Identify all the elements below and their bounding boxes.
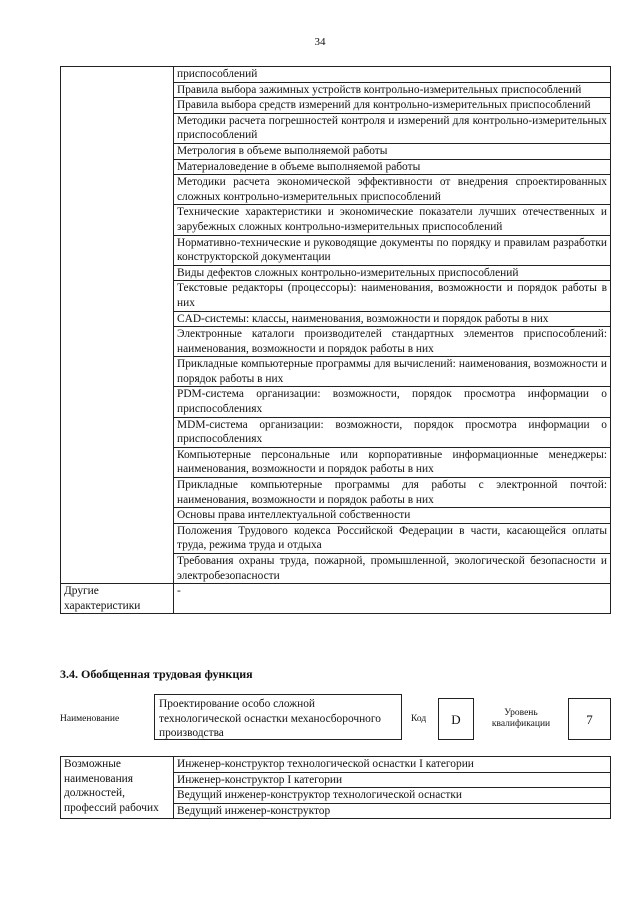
knowledge-item: Требования охраны труда, пожарной, промышленной, экологической безопасности и электробезопасности [174,554,611,584]
knowledge-item: Правила выбора зажимных устройств контрольно-измерительных приспособлений [174,82,611,98]
knowledge-item: Методики расчета погрешностей контроля и измерений для контрольно-измерительных приспособлений [174,113,611,143]
knowledge-item: Технические характеристики и экономические показатели лучших отечественных и зарубежных сложных контрольно-измерительных приспособлений [174,205,611,235]
code-value: D [438,698,474,740]
knowledge-item: Компьютерные персональные или корпоративные информационные менеджеры: наименования, возможности и порядок работы в них [174,447,611,477]
job-title-item: Инженер-конструктор технологической оснастки I категории [174,757,611,773]
knowledge-item: Положения Трудового кодекса Российской Федерации в части, касающейся оплаты труда, режима труда и отдыха [174,523,611,553]
knowledge-label-cell [61,67,174,584]
knowledge-item: Нормативно-технические и руководящие документы по порядку и правилам разработки конструкторской документации [174,235,611,265]
job-title-item: Ведущий инженер-конструктор [174,803,611,819]
knowledge-item: MDM-система организации: возможности, порядок просмотра информации о приспособлениях [174,417,611,447]
knowledge-item: Основы права интеллектуальной собственности [174,508,611,524]
knowledge-item: Прикладные компьютерные программы для вычислений: наименования, возможности и порядок работы в них [174,357,611,387]
knowledge-item: PDM-система организации: возможности, порядок просмотра информации о приспособлениях [174,387,611,417]
knowledge-row [61,67,611,83]
job-titles-table [60,756,611,819]
other-characteristics-value: - [174,584,611,614]
qualification-level-value: 7 [568,698,611,740]
name-value: Проектирование особо сложной технологической оснастки механосборочного производства [154,694,402,740]
other-characteristics-label: Другие характеристики [61,584,174,614]
function-header [60,694,611,746]
job-titles-label: Возможные наименования должностей, профессий рабочих [61,757,174,819]
code-label: Код [411,714,427,724]
name-label: Наименование [60,714,120,724]
job-title-item: Инженер-конструктор I категории [174,772,611,788]
other-characteristics-row [61,584,611,614]
knowledge-item: Виды дефектов сложных контрольно-измерительных приспособлений [174,265,611,281]
knowledge-item: приспособлений [174,67,611,83]
knowledge-table [60,66,611,614]
knowledge-item: Прикладные компьютерные программы для работы с электронной почтой: наименования, возможности и порядок работы в них [174,478,611,508]
knowledge-item: CAD-системы: классы, наименования, возможности и порядок работы в них [174,311,611,327]
knowledge-item: Материаловедение в объеме выполняемой работы [174,159,611,175]
knowledge-item: Правила выбора средств измерений для контрольно-измерительных приспособлений [174,98,611,114]
job-title-row [61,757,611,773]
section-heading: 3.4. Обобщенная трудовая функция [60,667,253,681]
knowledge-item: Электронные каталоги производителей стандартных элементов приспособлений: наименования, возможности и порядок работы в них [174,327,611,357]
knowledge-item: Метрология в объеме выполняемой работы [174,143,611,159]
knowledge-item: Текстовые редакторы (процессоры): наименования, возможности и порядок работы в них [174,281,611,311]
qualification-level-label: Уровень квалификации [491,708,551,729]
knowledge-item: Методики расчета экономической эффективности от внедрения спроектированных сложных контрольно-измерительных приспособлений [174,175,611,205]
page-number: 34 [314,36,326,48]
job-title-item: Ведущий инженер-конструктор технологической оснастки [174,788,611,804]
